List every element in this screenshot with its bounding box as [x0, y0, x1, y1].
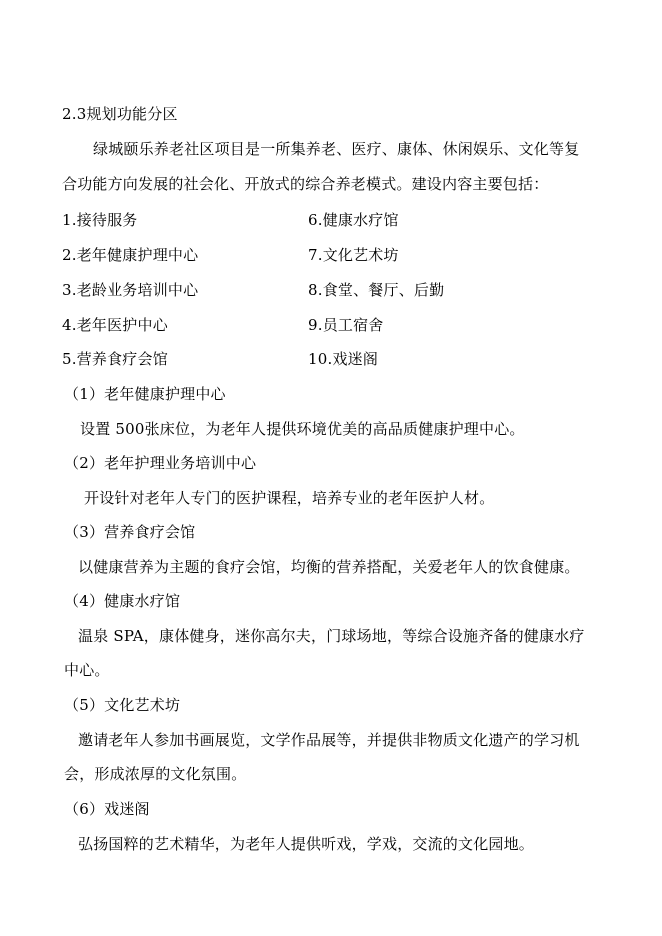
list-item: 4.老年医护中心 [62, 316, 168, 334]
list-item: 10.戏迷阁 [308, 350, 379, 368]
list-item: 7.文化艺术坊 [308, 246, 399, 264]
section-title-5: （5）文化艺术坊 [64, 696, 181, 714]
section-body-4-line-2: 中心。 [64, 661, 110, 679]
section-body-5-line-1: 邀请老年人参加书画展览，文学作品展等，并提供非物质文化遗产的学习机 [78, 731, 580, 749]
section-body-4-line-1: 温泉 SPA，康体健身，迷你高尔夫，门球场地，等综合设施齐备的健康水疗 [78, 627, 585, 645]
section-body-6-line-1: 弘扬国粹的艺术精华，为老年人提供听戏，学戏，交流的文化园地。 [78, 835, 535, 853]
section-body-5-line-2: 会，形成浓厚的文化氛围。 [64, 765, 247, 783]
section-title-1: （1）老年健康护理中心 [64, 385, 226, 403]
list-item: 8.食堂、餐厅、后勤 [308, 281, 445, 299]
section-title-3: （3）营养食疗会馆 [64, 523, 196, 541]
list-item: 3.老龄业务培训中心 [62, 281, 199, 299]
section-body-2-line-1: 开设针对老年人专门的医护课程，培养专业的老年医护人材。 [84, 489, 495, 507]
section-body-3-line-1: 以健康营养为主题的食疗会馆，均衡的营养搭配，关爱老年人的饮食健康。 [78, 558, 580, 576]
intro-line-2: 合功能方向发展的社会化、开放式的综合养老模式。建设内容主要包括： [62, 175, 549, 193]
section-title-4: （4）健康水疗馆 [64, 592, 181, 610]
list-item: 9.员工宿舍 [308, 316, 384, 334]
section-heading: 2.3规划功能分区 [62, 105, 178, 123]
intro-line-1: 绿城颐乐养老社区项目是一所集养老、医疗、康体、休闲娱乐、文化等复 [93, 140, 580, 158]
list-item: 1.接待服务 [62, 211, 138, 229]
list-item: 5.营养食疗会馆 [62, 350, 168, 368]
list-item: 2.老年健康护理中心 [62, 246, 199, 264]
section-title-2: （2）老年护理业务培训中心 [64, 454, 257, 472]
list-item: 6.健康水疗馆 [308, 211, 399, 229]
section-body-1-line-1: 设置 500张床位，为老年人提供环境优美的高品质健康护理中心。 [80, 420, 525, 438]
section-title-6: （6）戏迷阁 [64, 800, 150, 818]
